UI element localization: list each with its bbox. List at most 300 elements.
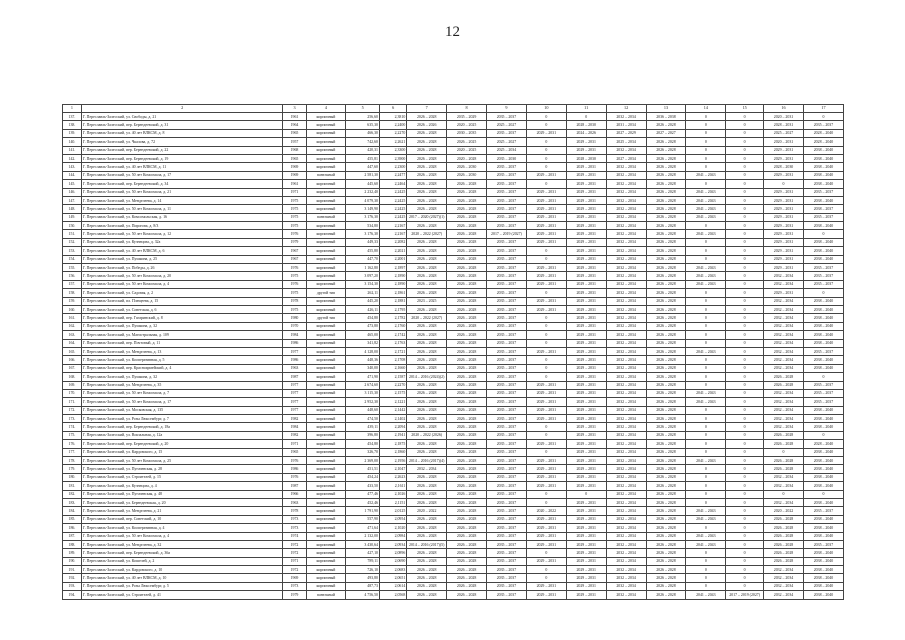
table-cell: 154. bbox=[63, 255, 82, 263]
table-cell: 2026 – 2028 bbox=[447, 213, 487, 221]
table-cell: 448,36 bbox=[346, 356, 380, 364]
table-cell: 2,0896 bbox=[379, 549, 406, 557]
table-cell: 2026 – 2028 bbox=[646, 448, 686, 456]
table-row bbox=[63, 188, 844, 196]
repair-schedule-table-wrapper bbox=[62, 104, 844, 600]
table-cell: Г. Переславль-Залесский, ул. Кооперативная, д. 4 bbox=[81, 524, 283, 532]
table-cell: 2038 – 2040 bbox=[803, 582, 843, 590]
table-cell: 0 bbox=[726, 423, 764, 431]
table-cell: 341,82 bbox=[346, 339, 380, 347]
table-cell: 2035 – 2037 bbox=[487, 238, 527, 246]
table-cell: 181. bbox=[63, 482, 82, 490]
table-cell: 182. bbox=[63, 490, 82, 498]
table-cell: 2026 – 2030 bbox=[447, 163, 487, 171]
table-cell: 445,20 bbox=[346, 297, 380, 305]
table-cell: 184. bbox=[63, 507, 82, 515]
table-cell: 2032 – 2034 bbox=[606, 389, 646, 397]
table-cell: 162. bbox=[63, 322, 82, 330]
table-cell: Г. Переславль-Залесский, ул. Чкалова, д. 72 bbox=[81, 138, 283, 146]
table-cell: 180. bbox=[63, 473, 82, 481]
table-cell: 2035 – 2037 bbox=[487, 448, 527, 456]
table-cell: 0 bbox=[686, 423, 726, 431]
table-cell: Г. Переславль-Залесский, ул. Менделеева, д. 13 bbox=[81, 347, 283, 355]
table-cell: Г. Переславль-Залесский, ул. 50 лет Комсомола, д. 20 bbox=[81, 272, 283, 280]
table-cell: 2026 – 2028 bbox=[447, 549, 487, 557]
table-cell: другой тип bbox=[306, 314, 346, 322]
table-cell: 2026 – 2028 bbox=[646, 431, 686, 439]
table-row bbox=[63, 238, 844, 246]
table-cell: 2020 – 2025 bbox=[447, 146, 487, 154]
table-cell: 0 bbox=[726, 381, 764, 389]
table-cell: 0 bbox=[726, 289, 764, 297]
table-cell: 2 132,00 bbox=[346, 532, 380, 540]
table-cell: 0 bbox=[686, 381, 726, 389]
table-cell: 2026 – 2028 bbox=[646, 557, 686, 565]
table-cell: 2027 – 2034 bbox=[606, 154, 646, 162]
table-cell: 2026 – 2028 bbox=[407, 339, 447, 347]
table-cell: 1976 bbox=[283, 230, 306, 238]
table-cell: 146. bbox=[63, 188, 82, 196]
table-cell: 2032 – 2034 bbox=[764, 339, 804, 347]
table-cell: 2026 – 2028 bbox=[447, 490, 487, 498]
table-cell: кирпичный bbox=[306, 146, 346, 154]
table-cell: 2032 – 2034 bbox=[606, 322, 646, 330]
table-cell: 2026 – 2028 bbox=[447, 247, 487, 255]
table-cell: 2035 – 2037 bbox=[803, 347, 843, 355]
table-cell: кирпичный bbox=[306, 448, 346, 456]
table-cell: 2026 – 2028 bbox=[646, 146, 686, 154]
table-cell: 2035 – 2037 bbox=[803, 272, 843, 280]
table-cell: 141. bbox=[63, 146, 82, 154]
table-cell: 2032 – 2034 bbox=[606, 465, 646, 473]
table-cell: 2029 – 2031 bbox=[566, 582, 606, 590]
table-cell: 2032 – 2034 bbox=[764, 498, 804, 506]
table-cell: 2035 – 2037 bbox=[487, 457, 527, 465]
repair-schedule-table bbox=[62, 104, 844, 600]
table-cell: 0 bbox=[686, 113, 726, 121]
table-cell: 2029 – 2031 bbox=[526, 524, 566, 532]
table-cell: Г. Переславль-Залесский, ул. Пушкина, д. 32 bbox=[81, 373, 283, 381]
table-cell: 449,33 bbox=[346, 238, 380, 246]
table-cell: 2038 – 2040 bbox=[803, 406, 843, 414]
table-cell: 0 bbox=[726, 113, 764, 121]
table-cell: 2035 – 2037 bbox=[803, 213, 843, 221]
table-cell: 1976 bbox=[283, 457, 306, 465]
table-cell: 0 bbox=[686, 180, 726, 188]
table-cell: 2,1875 bbox=[379, 440, 406, 448]
table-cell: 2035 – 2037 bbox=[487, 498, 527, 506]
table-cell: 1961 bbox=[283, 113, 306, 121]
table-cell: 0 bbox=[686, 448, 726, 456]
table-cell: 2029 – 2031 bbox=[764, 238, 804, 246]
table-cell: 0 bbox=[726, 482, 764, 490]
table-cell: 2029 – 2031 bbox=[566, 314, 606, 322]
table-cell: 2026 – 2028 bbox=[764, 465, 804, 473]
table-cell: Г. Переславль-Залесский, ул. 40 лет ВЛКСМ, д. 11 bbox=[81, 163, 283, 171]
table-cell: 2029 – 2031 bbox=[526, 532, 566, 540]
table-cell: 2020 – 2022 (2026) bbox=[407, 431, 447, 439]
table-cell: 189. bbox=[63, 549, 82, 557]
table-cell: 2031 – 2034 bbox=[606, 121, 646, 129]
table-cell: 2038 – 2040 bbox=[803, 457, 843, 465]
table-cell: 0 bbox=[726, 305, 764, 313]
table-cell: 178. bbox=[63, 457, 82, 465]
table-cell: кирпичный bbox=[306, 549, 346, 557]
table-cell: 2038 – 2040 bbox=[803, 180, 843, 188]
table-cell: 2026 – 2028 bbox=[407, 574, 447, 582]
table-cell: 2026 – 2028 bbox=[447, 305, 487, 313]
table-cell: 1976 bbox=[283, 280, 306, 288]
table-cell: 2035 – 2037 bbox=[487, 322, 527, 330]
table-cell: 2,1708 bbox=[379, 356, 406, 364]
table-cell: 0 bbox=[566, 490, 606, 498]
table-cell: 2035 – 2037 bbox=[487, 431, 527, 439]
table-cell: 2041 – 2043 bbox=[686, 591, 726, 599]
table-cell: 2035 – 2037 bbox=[487, 540, 527, 548]
table-cell: Г. Переславль-Залесский, пер. Берендеевский, д. 20 bbox=[81, 440, 283, 448]
table-cell: 2032 – 2034 bbox=[764, 473, 804, 481]
table-cell: кирпичный bbox=[306, 507, 346, 515]
table-cell: 2029 – 2031 bbox=[566, 440, 606, 448]
table-cell: 1987 bbox=[283, 373, 306, 381]
table-cell: 2026 – 2028 bbox=[407, 272, 447, 280]
table-row bbox=[63, 264, 844, 272]
table-cell: 2029 – 2031 bbox=[566, 138, 606, 146]
table-cell: 2035 – 2037 bbox=[487, 549, 527, 557]
table-cell: 2032 – 2034 bbox=[764, 582, 804, 590]
table-cell: 0 bbox=[686, 356, 726, 364]
table-cell: 0 bbox=[726, 566, 764, 574]
table-cell: 2038 – 2040 bbox=[803, 574, 843, 582]
table-cell: 2026 – 2028 bbox=[447, 205, 487, 213]
table-cell: 2 581,30 bbox=[346, 171, 380, 179]
table-cell: 0 bbox=[726, 540, 764, 548]
table-cell: 2035 – 2037 bbox=[487, 314, 527, 322]
table-cell: 2026 – 2028 bbox=[646, 566, 686, 574]
table-cell: 0 bbox=[726, 121, 764, 129]
table-cell: 2026 – 2028 bbox=[407, 180, 447, 188]
table-cell: Г. Переславль-Залесский, ул. Вокзальная, д. 12а bbox=[81, 431, 283, 439]
table-cell: Г. Переславль-Залесский, ул. Советская, д. 6 bbox=[81, 305, 283, 313]
table-cell: 420,31 bbox=[346, 146, 380, 154]
table-row bbox=[63, 490, 844, 498]
table-cell: 2 369,00 bbox=[346, 457, 380, 465]
table-cell: 2 232,40 bbox=[346, 188, 380, 196]
table-cell: 2020 – 2022 bbox=[764, 507, 804, 515]
table-cell: Г. Переславль-Залесский, пер. Гагаринский, д. 8 bbox=[81, 314, 283, 322]
table-cell: 2035 – 2037 bbox=[487, 347, 527, 355]
table-cell: 2038 – 2040 bbox=[803, 238, 843, 246]
table-cell: 139. bbox=[63, 129, 82, 137]
table-cell: 2029 – 2031 bbox=[566, 230, 606, 238]
table-cell: 142. bbox=[63, 154, 82, 162]
column-header: 5 bbox=[346, 105, 380, 113]
table-cell: Г. Переславль-Залесский, ул. 50 лет Комсомола, д. 17 bbox=[81, 171, 283, 179]
table-row bbox=[63, 557, 844, 565]
table-cell: Г. Переславль-Залесский, ул. 40 лет ВЛКСМ, д. 6 bbox=[81, 247, 283, 255]
table-cell: 2,1402 bbox=[379, 415, 406, 423]
table-cell: 2026 – 2028 bbox=[646, 423, 686, 431]
table-cell: 2026 – 2028 bbox=[646, 188, 686, 196]
table-cell: 2032 – 2034 bbox=[606, 305, 646, 313]
table-cell: 2029 – 2031 bbox=[566, 448, 606, 456]
table-row bbox=[63, 415, 844, 423]
table-cell: 2026 – 2028 bbox=[407, 549, 447, 557]
table-cell: 1967 bbox=[283, 247, 306, 255]
table-cell: 2038 – 2040 bbox=[803, 314, 843, 322]
table-cell: 2026 – 2028 bbox=[407, 280, 447, 288]
table-cell: 2035 – 2037 bbox=[487, 582, 527, 590]
table-cell: 173. bbox=[63, 415, 82, 423]
table-row bbox=[63, 322, 844, 330]
table-cell: 0 bbox=[726, 339, 764, 347]
table-cell: 1965 bbox=[283, 154, 306, 162]
table-cell: 193. bbox=[63, 582, 82, 590]
table-cell: 2026 – 2028 bbox=[447, 230, 487, 238]
table-cell: 2032 – 2034 bbox=[606, 549, 646, 557]
table-cell: 2035 – 2030 bbox=[487, 154, 527, 162]
table-cell: 2032 – 2034 bbox=[764, 280, 804, 288]
table-cell: 0 bbox=[686, 490, 726, 498]
table-row bbox=[63, 272, 844, 280]
table-cell: 2026 – 2028 bbox=[447, 591, 487, 599]
table-cell: 0 bbox=[764, 490, 804, 498]
table-cell: 2028 – 2040 bbox=[803, 440, 843, 448]
table-cell: 2026 – 2028 bbox=[447, 457, 487, 465]
table-row bbox=[63, 205, 844, 213]
table-cell: Г. Переславль-Залесский, пер. Берендеевский, д. 19 bbox=[81, 154, 283, 162]
table-cell: 2020 – 2022 (2027) bbox=[407, 230, 447, 238]
table-cell: 2026 – 2028 bbox=[407, 289, 447, 297]
table-cell: 2026 – 2028 bbox=[447, 582, 487, 590]
table-row bbox=[63, 154, 844, 162]
table-cell: 2035 – 2037 bbox=[487, 440, 527, 448]
table-cell: 2038 – 2037 bbox=[803, 205, 843, 213]
table-cell: 2028 – 2040 bbox=[803, 138, 843, 146]
table-cell: 2032 – 2034 bbox=[606, 314, 646, 322]
table-cell: 1969 bbox=[283, 574, 306, 582]
table-cell: 2026 – 2028 bbox=[447, 524, 487, 532]
table-cell: 172. bbox=[63, 406, 82, 414]
table-cell: 2038 – 2040 bbox=[803, 356, 843, 364]
table-cell: Г. Переславль-Залесский, ул. Розы Люксембург, д. 5 bbox=[81, 582, 283, 590]
table-cell: 2026 – 2028 bbox=[646, 247, 686, 255]
table-cell: 0 bbox=[686, 305, 726, 313]
table-cell: 2035 – 2037 bbox=[803, 507, 843, 515]
table-cell: 191. bbox=[63, 566, 82, 574]
table-cell: 0 bbox=[803, 431, 843, 439]
table-cell: Г. Переславль-Залесский, ул. Кошелей, д. 2 bbox=[81, 557, 283, 565]
table-row bbox=[63, 247, 844, 255]
table-row bbox=[63, 406, 844, 414]
table-cell: 2029 – 2031 bbox=[566, 255, 606, 263]
table-row bbox=[63, 255, 844, 263]
table-cell: 2038 – 2040 bbox=[803, 305, 843, 313]
table-row bbox=[63, 498, 844, 506]
table-cell: 2029 – 2031 bbox=[566, 498, 606, 506]
table-cell: 2026 – 2028 bbox=[646, 230, 686, 238]
table-cell: 0 bbox=[726, 205, 764, 213]
table-cell: 2026 – 2028 bbox=[646, 482, 686, 490]
table-cell: 2020 – 2031 bbox=[764, 138, 804, 146]
table-cell: 2020 – 2022 bbox=[407, 507, 447, 515]
table-cell: 2038 – 2040 bbox=[803, 415, 843, 423]
table-cell: 0 bbox=[526, 146, 566, 154]
table-cell: 2029 – 2031 bbox=[526, 415, 566, 423]
table-cell: 2027 – 2027 bbox=[646, 129, 686, 137]
table-cell: кирпичный bbox=[306, 297, 346, 305]
table-cell: 151. bbox=[63, 230, 82, 238]
table-cell: 2026 – 2028 bbox=[447, 473, 487, 481]
table-cell: Г. Переславль-Залесский, ул. Кардовского, д. 10 bbox=[81, 566, 283, 574]
table-cell: 2026 – 2028 bbox=[407, 347, 447, 355]
table-cell: 2029 – 2031 bbox=[566, 566, 606, 574]
table-cell: 2026 – 2028 bbox=[447, 364, 487, 372]
table-cell: 2035 – 2037 bbox=[487, 305, 527, 313]
table-cell: 2026 – 2028 bbox=[447, 297, 487, 305]
table-cell: 2026 – 2028 bbox=[407, 129, 447, 137]
table-cell: 439,11 bbox=[346, 423, 380, 431]
table-cell: Г. Переславль-Залесский, ул. Садовая, д. 2 bbox=[81, 289, 283, 297]
table-cell: кирпичный bbox=[306, 381, 346, 389]
table-cell: 2035 – 2037 bbox=[487, 297, 527, 305]
table-row bbox=[63, 331, 844, 339]
table-cell: кирпичный bbox=[306, 331, 346, 339]
column-header: 17 bbox=[803, 105, 843, 113]
table-cell: кирпичный bbox=[306, 347, 346, 355]
table-cell: 426,11 bbox=[346, 305, 380, 313]
table-cell: 2026 – 2028 bbox=[646, 154, 686, 162]
table-cell: 0 bbox=[726, 180, 764, 188]
table-cell: 187. bbox=[63, 532, 82, 540]
table-cell: 2026 – 2028 bbox=[407, 415, 447, 423]
table-cell: 2035 – 2037 bbox=[487, 389, 527, 397]
table-cell: 2 952,30 bbox=[346, 398, 380, 406]
table-cell: 2029 – 2031 bbox=[526, 582, 566, 590]
table-cell: другой тип bbox=[306, 289, 346, 297]
table-cell: 0 bbox=[526, 574, 566, 582]
table-cell: 1986 bbox=[283, 339, 306, 347]
table-cell: 0 bbox=[686, 373, 726, 381]
table-cell: 2032 – 2034 bbox=[764, 322, 804, 330]
table-cell: 2026 – 2028 bbox=[646, 163, 686, 171]
table-cell: 1976 bbox=[283, 264, 306, 272]
table-cell: 2026 – 2028 bbox=[407, 515, 447, 523]
table-cell: 2026 – 2028 bbox=[646, 331, 686, 339]
table-cell: кирпичный bbox=[306, 406, 346, 414]
table-cell: 2026 – 2028 bbox=[646, 264, 686, 272]
table-cell: 2041 – 2043 bbox=[686, 389, 726, 397]
table-cell: 1978 bbox=[283, 297, 306, 305]
table-cell: 2032 – 2034 bbox=[606, 507, 646, 515]
table-cell: 2026 – 2028 bbox=[447, 389, 487, 397]
table-cell: 0 bbox=[526, 322, 566, 330]
table-cell: 2026 – 2028 bbox=[764, 524, 804, 532]
table-cell: 0 bbox=[526, 566, 566, 574]
column-header: 16 bbox=[764, 105, 804, 113]
table-cell: 473,80 bbox=[346, 322, 380, 330]
table-cell: 2029 – 2031 bbox=[566, 280, 606, 288]
table-cell: 1975 bbox=[283, 213, 306, 221]
table-cell: 2035 – 2037 bbox=[487, 532, 527, 540]
table-cell: 2,1221 bbox=[379, 398, 406, 406]
table-cell: 2,2425 bbox=[379, 205, 406, 213]
table-cell: 2026 – 2028 bbox=[646, 314, 686, 322]
table-cell: кирпичный bbox=[306, 415, 346, 423]
table-cell: Г. Переславль-Залесский, ул. Победы, д. 26 bbox=[81, 264, 283, 272]
table-cell: 2014 – 2016 (2017)(4) bbox=[407, 457, 447, 465]
table-cell: 2032 – 2034 bbox=[606, 591, 646, 599]
table-cell: Г. Переславль-Залесский, ул. Пугачевская, д. 28 bbox=[81, 465, 283, 473]
table-cell: кирпичный bbox=[306, 322, 346, 330]
table-cell: 2026 – 2028 bbox=[447, 507, 487, 515]
table-cell: 153. bbox=[63, 247, 82, 255]
table-cell: 1969 bbox=[283, 163, 306, 171]
table-cell: 2029 – 2031 bbox=[526, 515, 566, 523]
table-cell: 1975 bbox=[283, 196, 306, 204]
table-cell: 2032 – 2034 bbox=[606, 532, 646, 540]
table-cell: 0 bbox=[686, 524, 726, 532]
table-cell: 2026 – 2028 bbox=[646, 406, 686, 414]
table-cell: 2,1660 bbox=[379, 364, 406, 372]
table-cell: 448,60 bbox=[346, 406, 380, 414]
table-cell: 2,0568 bbox=[379, 591, 406, 599]
table-cell: 0 bbox=[526, 255, 566, 263]
table-cell: 2026 – 2028 bbox=[407, 498, 447, 506]
table-cell: 2026 – 2028 bbox=[407, 205, 447, 213]
table-cell: 2026 – 2028 bbox=[447, 272, 487, 280]
table-cell: 2038 – 2040 bbox=[803, 247, 843, 255]
table-cell: 2029 – 2031 bbox=[566, 398, 606, 406]
table-cell: 0 bbox=[726, 389, 764, 397]
table-cell: 2026 – 2028 bbox=[646, 356, 686, 364]
table-cell: 0 bbox=[526, 549, 566, 557]
table-cell: 2023 – 2025 bbox=[407, 297, 447, 305]
table-cell: 0 bbox=[726, 213, 764, 221]
table-cell: 2038 – 2040 bbox=[803, 196, 843, 204]
table-row bbox=[63, 356, 844, 364]
table-cell: 150. bbox=[63, 222, 82, 230]
table-cell: 0 bbox=[686, 364, 726, 372]
table-cell: 2032 – 2034 bbox=[606, 230, 646, 238]
table-cell: 2032 – 2034 bbox=[606, 356, 646, 364]
table-cell: 2,1956 bbox=[379, 457, 406, 465]
table-cell: 2029 – 2031 bbox=[526, 465, 566, 473]
table-cell: 0 bbox=[726, 154, 764, 162]
table-cell: Г. Переславль-Залесский, ул. 50 лет Комсомола, д. 11 bbox=[81, 205, 283, 213]
table-cell: кирпичный bbox=[306, 431, 346, 439]
table-cell: 2035 – 2037 bbox=[487, 113, 527, 121]
table-cell: 2029 – 2031 bbox=[526, 591, 566, 599]
table-cell: 2026 – 2028 bbox=[646, 205, 686, 213]
table-cell: 4 756,50 bbox=[346, 591, 380, 599]
table-cell: 2035 – 2037 bbox=[487, 272, 527, 280]
table-cell: 1963 bbox=[283, 498, 306, 506]
table-cell: 2029 – 2031 bbox=[526, 222, 566, 230]
table-cell: 2038 – 2040 bbox=[803, 297, 843, 305]
table-cell: 2026 – 2028 bbox=[407, 222, 447, 230]
table-cell: 2026 – 2028 bbox=[646, 322, 686, 330]
table-cell: 2032 – 2034 bbox=[764, 423, 804, 431]
table-cell: 2,2270 bbox=[379, 129, 406, 137]
table-cell: Г. Переславль-Залесский, ул. 50 лет Комсомола, д. 25 bbox=[81, 457, 283, 465]
table-cell: 2029 – 2031 bbox=[566, 557, 606, 565]
table-cell: 2,1742 bbox=[379, 331, 406, 339]
table-cell: 0 bbox=[686, 557, 726, 565]
table-cell: 1969 bbox=[283, 171, 306, 179]
table-row bbox=[63, 163, 844, 171]
table-cell: кирпичный bbox=[306, 373, 346, 381]
